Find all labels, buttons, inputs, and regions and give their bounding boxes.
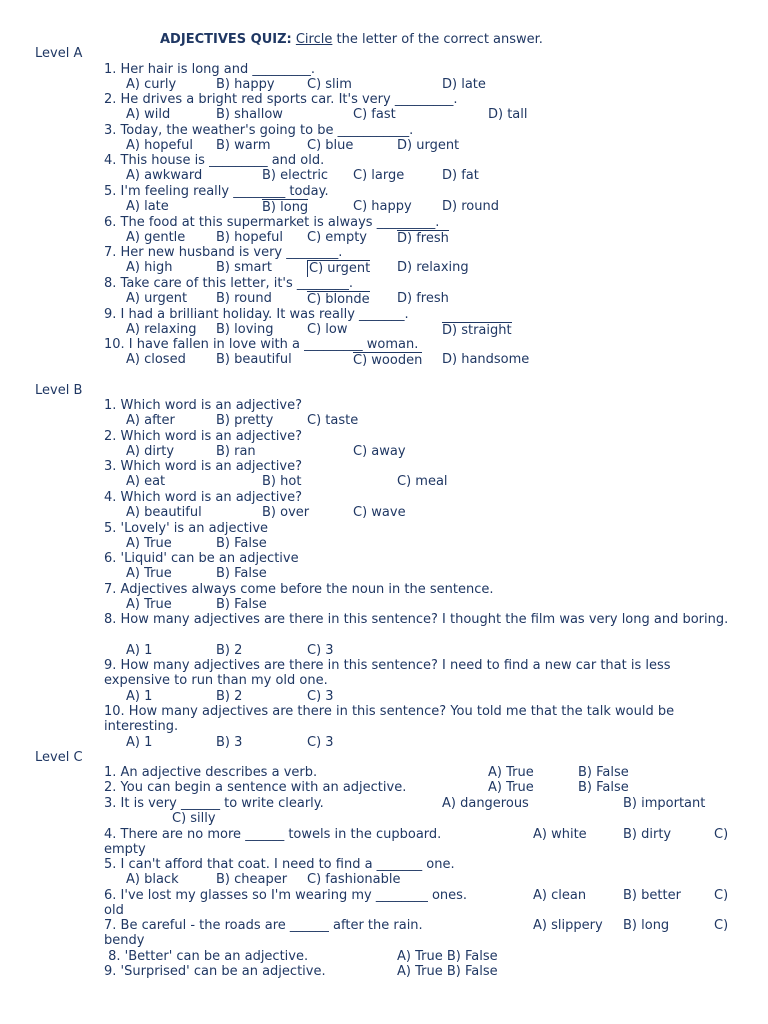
level-c-question-7: 7. Be careful - the roads are ______ after the rain. <box>104 918 423 933</box>
option[interactable]: C) 3 <box>307 735 334 750</box>
quiz-instruction-circle: Circle <box>295 32 333 47</box>
option[interactable]: C) <box>714 827 729 842</box>
level-b-question-5: 5. 'Lovely' is an adjective <box>104 521 269 536</box>
option[interactable]: A) slippery <box>533 918 603 933</box>
option[interactable]: B) cheaper <box>216 872 288 887</box>
level-c-question-5: 5. I can't afford that coat. I need to find a _______ one. <box>104 857 455 872</box>
option[interactable]: B) round <box>216 291 272 306</box>
option[interactable]: B) electric <box>262 168 329 183</box>
option[interactable]: B) False <box>578 780 629 795</box>
level-a-question-2-options <box>0 107 768 123</box>
option[interactable]: C) blonde <box>307 292 370 307</box>
level-a-question-9: 9. I had a brilliant holiday. It was really _______. <box>104 307 409 322</box>
level-a-question-7-options <box>0 260 768 276</box>
level-a-question-9-options <box>0 322 768 338</box>
level-b-question-6: 6. 'Liquid' can be an adjective <box>104 551 299 566</box>
level-c-question-4: 4. There are no more ______ towels in the cupboard. <box>104 827 442 842</box>
option[interactable]: B) pretty <box>216 413 274 428</box>
option[interactable]: C) away <box>353 444 406 459</box>
option[interactable]: D) handsome <box>442 352 530 367</box>
option[interactable]: B) over <box>262 505 310 520</box>
level-b-question-7: 7. Adjectives always come before the noun in the sentence. <box>104 582 494 597</box>
option[interactable]: B) hot <box>262 474 302 489</box>
option[interactable]: C) meal <box>397 474 448 489</box>
quiz-title <box>160 31 543 48</box>
level-a-question-10: 10. I have fallen in love with a _________ woman. <box>104 337 419 352</box>
option[interactable]: A) dangerous <box>442 796 529 811</box>
level-c-question-9: 9. 'Surprised' can be an adjective. <box>104 964 326 979</box>
option[interactable]: A) 1 <box>126 735 153 750</box>
level-b-question-1: 1. Which word is an adjective? <box>104 398 302 413</box>
option[interactable]: C) wooden <box>353 353 423 368</box>
option[interactable]: A) clean <box>533 888 587 903</box>
option[interactable]: D) round <box>442 199 499 214</box>
option[interactable]: A) True <box>126 536 172 551</box>
option[interactable]: A) white <box>533 827 587 842</box>
option[interactable]: C) <box>714 888 729 903</box>
level-a-question-8-options <box>0 291 768 307</box>
level-c-question-5-options <box>0 872 768 888</box>
option[interactable]: B) dirty <box>623 827 672 842</box>
option[interactable]: A) True <box>126 597 172 612</box>
option[interactable]: B) shallow <box>216 107 283 122</box>
option[interactable]: C) empty <box>307 230 367 245</box>
level-b-question-8-options <box>0 643 768 659</box>
option-continuation[interactable]: empty <box>104 842 146 857</box>
level-b-question-10: 10. How many adjectives are there in this sentence? You told me that the talk would be interesting. <box>104 704 675 735</box>
level-a-question-6: 6. The food at this supermarket is always _________. <box>104 215 440 230</box>
level-a-question-5: 5. I'm feeling really ________ today. <box>104 184 329 199</box>
level-b-question-9: 9. How many adjectives are there in this sentence? I need to find a new car that is less expensive to run than my old one. <box>104 658 671 689</box>
level-a-heading: Level A <box>35 46 83 61</box>
level-a-question-5-options <box>0 199 768 215</box>
level-b-question-5-options <box>0 536 768 552</box>
option[interactable]: D) tall <box>488 107 528 122</box>
option[interactable]: D) fresh <box>397 231 449 246</box>
option[interactable]: B) loving <box>216 322 274 337</box>
option[interactable]: B) hopeful <box>216 230 283 245</box>
level-a-question-2: 2. He drives a bright red sports car. It's very _________. <box>104 92 458 107</box>
option[interactable]: B) 2 <box>216 643 243 658</box>
option[interactable]: B) False <box>216 597 267 612</box>
level-c-question-3: 3. It is very ______ to write clearly. <box>104 796 324 811</box>
level-a-question-1-options <box>0 77 768 93</box>
level-b-question-8: 8. How many adjectives are there in this sentence? I thought the film was very long and boring. <box>104 612 729 627</box>
option[interactable]: D) late <box>442 77 486 92</box>
option[interactable]: A) black <box>126 872 179 887</box>
option[interactable]: A) closed <box>126 352 186 367</box>
level-b-question-7-options <box>0 597 768 613</box>
level-a-question-1: 1. Her hair is long and _________. <box>104 62 316 77</box>
option[interactable]: A) dirty <box>126 444 175 459</box>
option-continuation[interactable]: bendy <box>104 933 145 948</box>
option[interactable]: C) blue <box>307 138 354 153</box>
option[interactable]: A) True B) False <box>397 949 498 964</box>
option[interactable]: B) long <box>262 200 309 215</box>
option[interactable]: B) smart <box>216 260 272 275</box>
level-a-question-3-options <box>0 138 768 154</box>
level-b-question-9-options <box>0 689 768 705</box>
option[interactable]: B) False <box>216 536 267 551</box>
option[interactable]: C) taste <box>307 413 359 428</box>
level-b-question-3: 3. Which word is an adjective? <box>104 459 302 474</box>
option[interactable]: B) better <box>623 888 681 903</box>
level-b-question-4-options <box>0 505 768 521</box>
level-a-question-7: 7. Her new husband is very ________. <box>104 245 343 260</box>
option[interactable]: A) awkward <box>126 168 203 183</box>
option[interactable]: C) fast <box>353 107 396 122</box>
option[interactable]: C) silly <box>172 811 216 826</box>
option[interactable]: A) late <box>126 199 169 214</box>
level-b-heading: Level B <box>35 383 83 398</box>
option[interactable]: A) urgent <box>126 291 188 306</box>
option[interactable]: B) 2 <box>216 689 243 704</box>
quiz-instruction-rest: the letter of the correct answer. <box>336 32 543 47</box>
option[interactable]: C) large <box>353 168 405 183</box>
option[interactable]: C) low <box>307 322 348 337</box>
option[interactable]: C) 3 <box>307 689 334 704</box>
level-a-question-8: 8. Take care of this letter, it's ________. <box>104 276 354 291</box>
option[interactable]: A) True <box>488 780 534 795</box>
option[interactable]: C) slim <box>307 77 352 92</box>
level-a-question-4-options <box>0 168 768 184</box>
option[interactable]: C) urgent <box>309 261 371 276</box>
option[interactable]: A) gentle <box>126 230 186 245</box>
level-c-question-1: 1. An adjective describes a verb. <box>104 765 318 780</box>
option[interactable]: A) True B) False <box>397 964 498 979</box>
option[interactable]: B) ran <box>216 444 256 459</box>
level-a-question-4: 4. This house is _________ and old. <box>104 153 325 168</box>
option[interactable]: D) relaxing <box>397 260 469 275</box>
level-b-question-1-options <box>0 413 768 429</box>
option[interactable]: A) True <box>488 765 534 780</box>
option[interactable]: A) after <box>126 413 175 428</box>
level-c-heading: Level C <box>35 750 83 765</box>
level-a-question-3: 3. Today, the weather's going to be ___________. <box>104 123 414 138</box>
option[interactable]: D) fat <box>442 168 479 183</box>
option[interactable]: A) curly <box>126 77 177 92</box>
option[interactable]: C) wave <box>353 505 406 520</box>
level-c-question-2: 2. You can begin a sentence with an adjective. <box>104 780 407 795</box>
option[interactable]: A) eat <box>126 474 166 489</box>
option[interactable]: B) False <box>216 566 267 581</box>
option[interactable]: B) long <box>623 918 670 933</box>
option[interactable]: A) high <box>126 260 173 275</box>
level-c-question-6: 6. I've lost my glasses so I'm wearing my ________ ones. <box>104 888 468 903</box>
option[interactable]: B) happy <box>216 77 275 92</box>
option[interactable]: B) 3 <box>216 735 243 750</box>
option[interactable]: A) wild <box>126 107 171 122</box>
option[interactable]: A) hopeful <box>126 138 193 153</box>
option[interactable]: D) urgent <box>397 138 460 153</box>
option[interactable]: A) 1 <box>126 689 153 704</box>
level-b-question-2-options <box>0 444 768 460</box>
level-a-question-10-options <box>0 352 768 368</box>
level-b-question-6-options <box>0 566 768 582</box>
option[interactable]: B) warm <box>216 138 271 153</box>
level-c-question-8: 8. 'Better' can be an adjective. <box>104 949 309 964</box>
level-a-question-6-options <box>0 230 768 246</box>
option[interactable]: A) True <box>126 566 172 581</box>
level-b-question-10-options <box>0 735 768 751</box>
option[interactable]: D) straight <box>442 323 512 338</box>
option[interactable]: C) fashionable <box>307 872 401 887</box>
option[interactable]: A) beautiful <box>126 505 202 520</box>
option[interactable]: C) happy <box>353 199 412 214</box>
level-b-question-4: 4. Which word is an adjective? <box>104 490 302 505</box>
option[interactable]: A) 1 <box>126 643 153 658</box>
option[interactable]: A) relaxing <box>126 322 197 337</box>
option[interactable]: C) <box>714 918 729 933</box>
option[interactable]: C) 3 <box>307 643 334 658</box>
option[interactable]: B) important <box>623 796 706 811</box>
quiz-title-lead: ADJECTIVES QUIZ: <box>160 32 292 47</box>
option[interactable]: B) False <box>578 765 629 780</box>
level-b-question-3-options <box>0 474 768 490</box>
level-b-question-2: 2. Which word is an adjective? <box>104 429 302 444</box>
option-continuation[interactable]: old <box>104 903 124 918</box>
option[interactable]: B) beautiful <box>216 352 292 367</box>
option[interactable]: D) fresh <box>397 291 449 306</box>
